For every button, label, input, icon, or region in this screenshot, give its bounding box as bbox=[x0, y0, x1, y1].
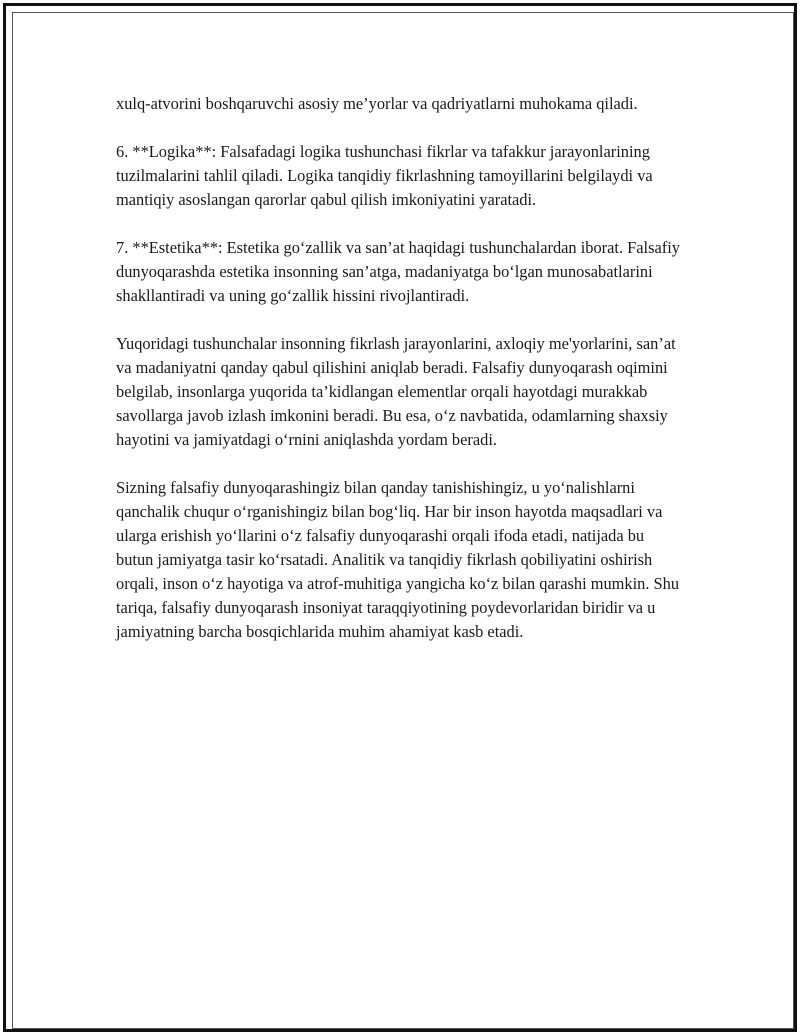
paragraph-summary: Yuqoridagi tushunchalar insonning fikrlash jarayonlarini, axloqiy me'yorlarini, san’at va madaniyatni qanday qabul qilishini aniqlab beradi. Falsafiy dunyoqarash oqimini belgilab, insonlarga yuqorida ta’kidlangan elementlar orqali hayotdagi murakkab savollarga javob izlash imkonini beradi. Bu esa, o‘z navbatida, odamlarning shaxsiy hayotini va jamiyatdagi o‘rnini aniqlashda yordam beradi. bbox=[116, 334, 676, 449]
document-body bbox=[116, 92, 681, 668]
paragraph-logic: 6. **Logika**: Falsafadagi logika tushunchasi fikrlar va tafakkur jarayonlarining tuzilmalarini tahlil qiladi. Logika tanqidiy fikrlashning tamoyillarini belgilaydi va mantiqiy asoslangan qarorlar qabul qilish imkoniyatini yaratadi. bbox=[116, 142, 653, 209]
paragraph-ethics-continuation: xulq-atvorini boshqaruvchi asosiy me’yorlar va qadriyatlarni muhokama qiladi. bbox=[116, 94, 638, 113]
paragraph-aesthetics: 7. **Estetika**: Estetika go‘zallik va san’at haqidagi tushunchalardan iborat. Falsafiy dunyoqarashda estetika insonning san’atga, madaniyatga bo‘lgan munosabatlarini shakllantiradi va uning go‘zallik hissini rivojlantiradi. bbox=[116, 238, 680, 305]
paragraph-conclusion: Sizning falsafiy dunyoqarashingiz bilan qanday tanishishingiz, u yo‘nalishlarni qanchalik chuqur o‘rganishingiz bilan bog‘liq. Har bir inson hayotda maqsadlari va ularga erishish yo‘llarini o‘z falsafiy dunyoqarashi orqali ifoda etadi, natijada bu butun jamiyatga tasir ko‘rsatadi. Analitik va tanqidiy fikrlash qobiliyatini oshirish orqali, inson o‘z hayotiga va atrof-muhitiga yangicha ko‘z bilan qarashi mumkin. Shu tariqa, falsafiy dunyoqarash insoniyat taraqqiyotining poydevorlaridan biridir va u jamiyatning barcha bosqichlarida muhim ahamiyat kasb etadi. bbox=[116, 478, 680, 641]
